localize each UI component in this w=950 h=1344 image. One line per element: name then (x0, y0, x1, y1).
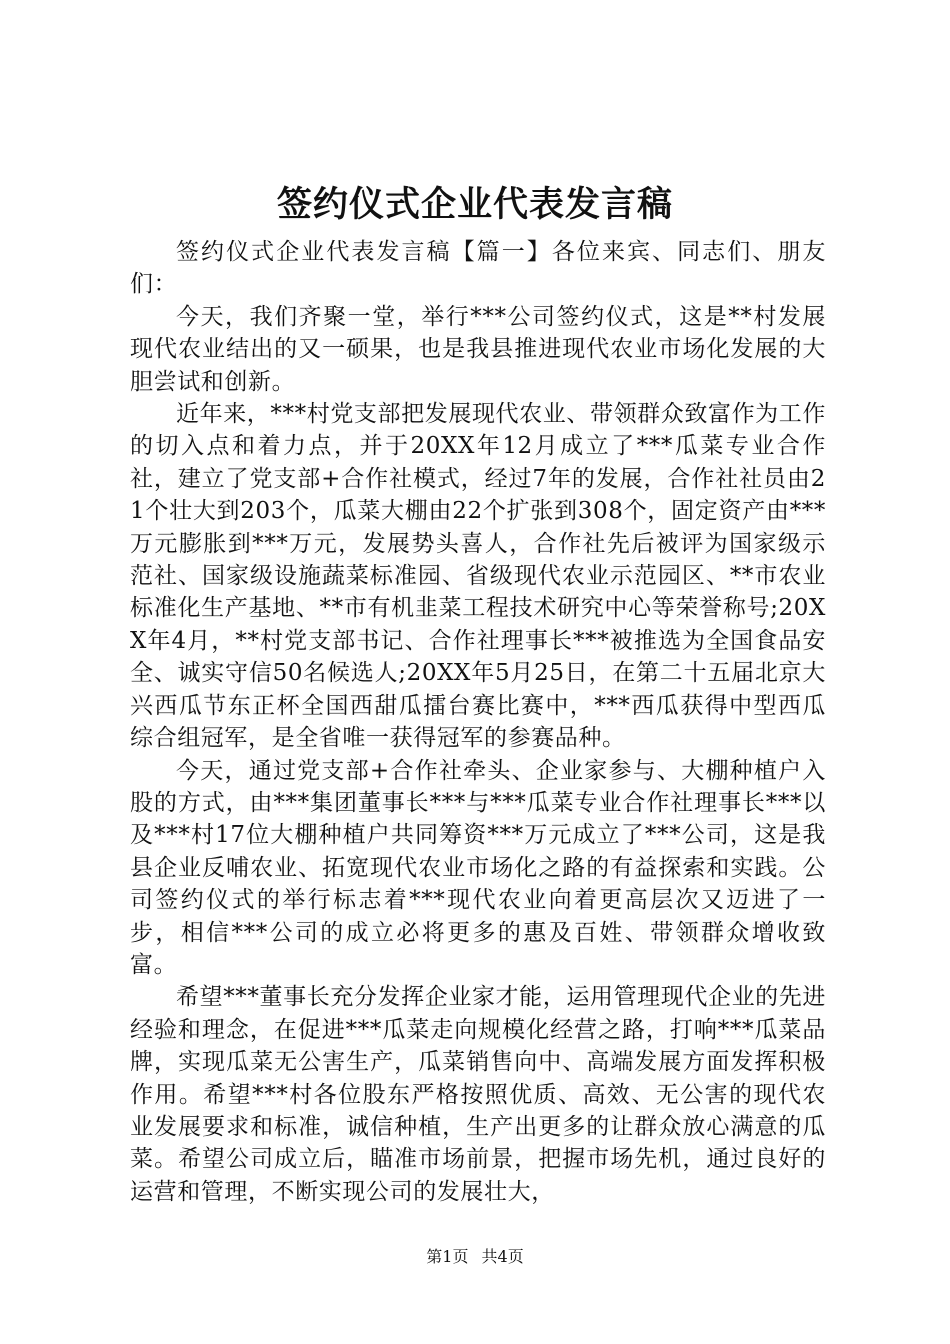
paragraph: 近年来，***村党支部把发展现代农业、带领群众致富作为工作的切入点和着力点，并于20XX年12月成立了***瓜菜专业合作社，建立了党支部+合作社模式，经过7年的发展，合作社社员由21个壮大到203个，瓜菜大棚由22个扩张到308个，固定资产由***万元膨胀到***万元，发展势头喜人，合作社先后被评为国家级示范社、国家级设施蔬菜标准园、省级现代农业示范园区、**市农业标准化生产基地、**市有机韭菜工程技术研究中心等荣誉称号;20XX年4月，**村党支部书记、合作社理事长***被推选为全国食品安全、诚实守信50名候选人;20XX年5月25日，在第二十五届北京大兴西瓜节东正杯全国西甜瓜擂台赛比赛中，***西瓜获得中型西瓜综合组冠军，是全省唯一获得冠军的参赛品种。 (130, 401, 826, 752)
document-body (130, 236, 826, 1208)
paragraph: 希望***董事长充分发挥企业家才能，运用管理现代企业的先进经验和理念，在促进***瓜菜走向规模化经营之路，打响***瓜菜品牌，实现瓜菜无公害生产，瓜菜销售向中、高端发展方面发挥积极作用。希望***村各位股东严格按照优质、高效、无公害的现代农业发展要求和标准，诚信种植，生产出更多的让群众放心满意的瓜菜。希望公司成立后，瞄准市场前景，把握市场先机，通过良好的运营和管理，不断实现公司的发展壮大， (130, 984, 826, 1205)
page-footer (0, 1246, 950, 1268)
paragraph: 今天，我们齐聚一堂，举行***公司签约仪式，这是**村发展现代农业结出的又一硕果，也是我县推进现代农业市场化发展的大胆尝试和创新。 (130, 303, 826, 395)
paragraph: 签约仪式企业代表发言稿【篇一】各位来宾、同志们、朋友们： (130, 239, 826, 298)
paragraph: 今天，通过党支部+合作社牵头、企业家参与、大棚种植户入股的方式，由***集团董事长***与***瓜菜专业合作社理事长***以及***村17位大棚种植户共同筹资***万元成立了***公司，这是我县企业反哺农业、拓宽现代农业市场化之路的有益探索和实践。公司签约仪式的举行标志着***现代农业向着更高层次又迈进了一步，相信***公司的成立必将更多的惠及百姓、带领群众增收致富。 (130, 757, 826, 978)
page-total: 共4页 (481, 1247, 524, 1266)
page-number: 第1页 (426, 1247, 469, 1266)
document-title: 签约仪式企业代表发言稿 (276, 184, 673, 225)
